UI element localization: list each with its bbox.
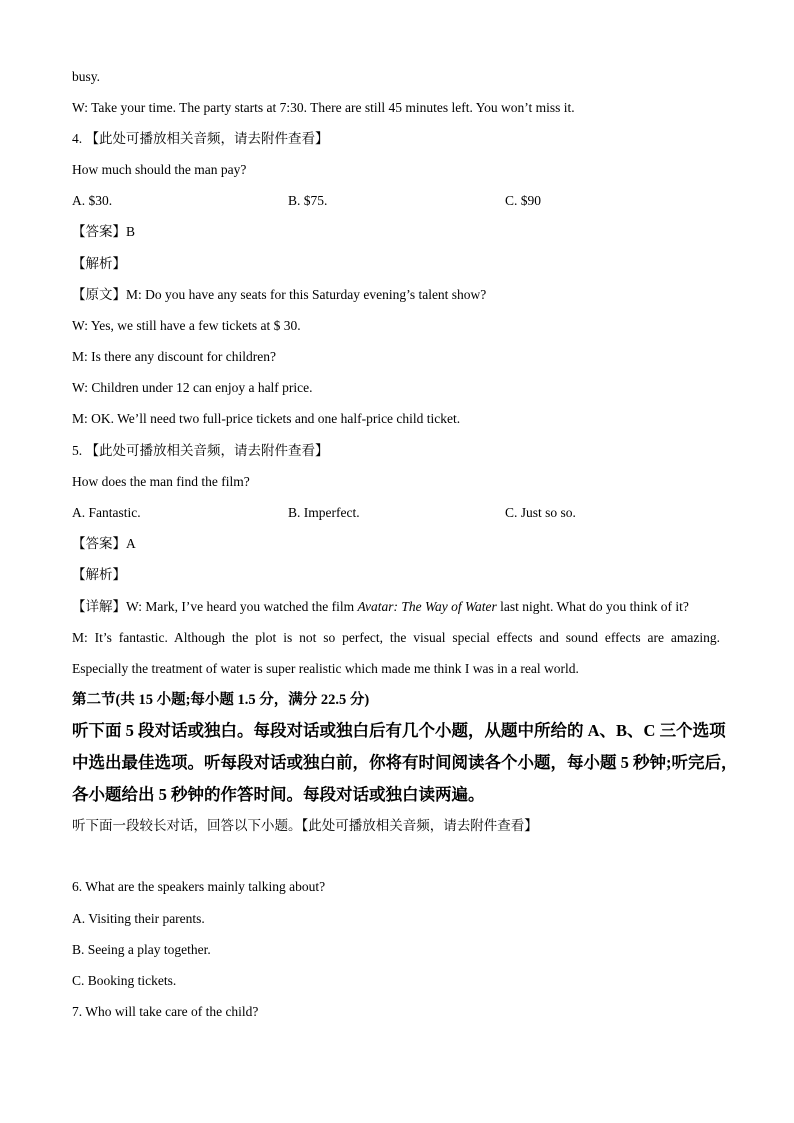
q6-option-a: A. Visiting their parents. [72, 911, 205, 926]
film-title: Avatar: The Way of Water [357, 599, 497, 614]
q4-answer [72, 223, 135, 241]
answer-value: B [126, 224, 136, 239]
text-line: W: Yes, we still have a few tickets at $ 30. [72, 318, 301, 333]
section-instructions-line: 听下面 5 段对话或独白。每段对话或独白后有几个小题，从题中所给的 A、B、C 三个选项 [72, 721, 726, 740]
q5-option-a: A. Fantastic. [72, 505, 141, 520]
text-line: M: OK. We’ll need two full-price tickets and one half-price child ticket. [72, 411, 461, 426]
q6-option-c: C. Booking tickets. [72, 973, 177, 988]
q5-analysis-tag: 【解析】 [72, 567, 126, 582]
answer-tag: 【答案】 [72, 224, 126, 239]
q4-option-b: B. $75. [288, 193, 328, 208]
text-line: M: Is there any discount for children? [72, 349, 276, 364]
q6-option-b: B. Seeing a play together. [72, 942, 211, 957]
q5-question: How does the man find the film? [72, 474, 250, 489]
text-line: W: Children under 12 can enjoy a half price. [72, 380, 313, 395]
section-instructions-line: 各小题给出 5 秒钟的作答时间。每段对话或独白读两遍。 [72, 785, 485, 804]
listen-prompt[interactable]: 听下面一段较长对话，回答以下小题。【此处可播放相关音频，请去附件查看】 [72, 818, 538, 833]
q4-option-a: A. $30. [72, 193, 113, 208]
detail-text: last night. What do you think of it? [496, 599, 689, 614]
detail-tag: 【详解】 [72, 599, 126, 614]
q5-answer [72, 535, 136, 553]
section-2-title: 第二节(共 15 小题;每小题 1.5 分，满分 22.5 分) [72, 692, 370, 708]
detail-text: W: Mark, I’ve heard you watched the film [126, 599, 358, 614]
q4-audio-note[interactable]: 4. 【此处可播放相关音频，请去附件查看】 [72, 131, 329, 146]
text-line: Especially the treatment of water is super realistic which made me think I was in a real world. [72, 661, 579, 676]
q5-option-c: C. Just so so. [505, 505, 576, 520]
answer-tag: 【答案】 [72, 536, 126, 551]
text-line: M: It’s fantastic. Although the plot is not so perfect, the visual special effects and sound effects are amazing. [72, 630, 720, 645]
q4-option-c: C. $90 [505, 193, 542, 208]
q4-transcript [72, 286, 486, 304]
original-tag: 【原文】 [72, 287, 126, 302]
q7-question: 7. Who will take care of the child? [72, 1004, 259, 1019]
transcript-text: M: Do you have any seats for this Saturday evening’s talent show? [126, 287, 487, 302]
q5-detail [72, 598, 689, 616]
q6-question: 6. What are the speakers mainly talking about? [72, 879, 326, 894]
q4-analysis-tag: 【解析】 [72, 256, 126, 271]
q5-audio-note[interactable]: 5. 【此处可播放相关音频，请去附件查看】 [72, 443, 329, 458]
q4-question: How much should the man pay? [72, 162, 247, 177]
text-line: W: Take your time. The party starts at 7:30. There are still 45 minutes left. You won’t miss it. [72, 100, 575, 115]
q5-option-b: B. Imperfect. [288, 505, 360, 520]
answer-value: A [126, 536, 136, 551]
section-instructions-line: 中选出最佳选项。听每段对话或独白前，你将有时间阅读各个小题，每小题 5 秒钟;听完后， [72, 753, 738, 772]
text-line: busy. [72, 69, 101, 84]
